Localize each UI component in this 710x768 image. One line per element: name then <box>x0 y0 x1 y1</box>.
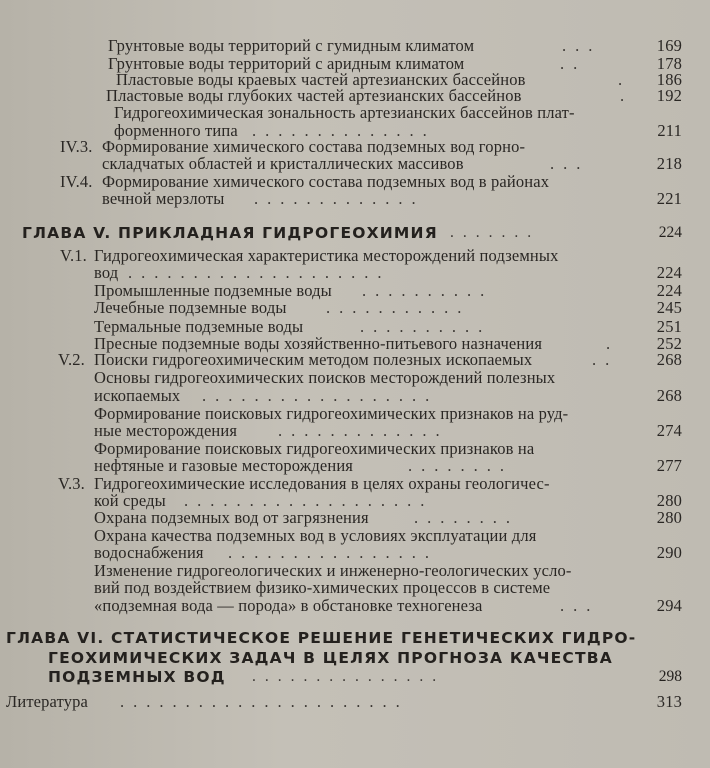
dot-leader: .............. <box>252 121 436 140</box>
entry-title: Изменение гидрогеологических и инженерно-геологических усло- <box>94 561 572 580</box>
dot-leader: ... <box>560 596 600 615</box>
dot-leader: . <box>606 334 620 353</box>
entry-title: Формирование химического состава подземных вод горно- <box>102 137 526 156</box>
entry-page: 280 <box>656 508 682 527</box>
entry-title: Гидрогеохимические исследования в целях охраны геологичес- <box>94 474 550 493</box>
chapter-title: ГЛАВА V. ПРИКЛАДНАЯ ГИДРОГЕОХИМИЯ <box>22 224 438 242</box>
entry-title: нефтяные и газовые месторождения <box>94 456 354 475</box>
entry-title: вий под воздействием физико-химических процессов в системе <box>94 578 551 597</box>
entry-title: Грунтовые воды территорий с аридным климатом <box>108 54 465 73</box>
entry-title: форменного типа <box>114 121 238 140</box>
dot-leader: ............... <box>252 668 446 685</box>
entry-title: Пластовые воды краевых частей артезианских бассейнов <box>116 70 526 89</box>
dot-leader: ........ <box>414 508 519 527</box>
dot-leader: ............. <box>278 421 449 440</box>
entry-page: 245 <box>656 298 682 317</box>
entry-page: 178 <box>656 54 682 73</box>
section-number: V.3. <box>58 474 85 493</box>
dot-leader: .......... <box>360 317 492 336</box>
entry-page: 221 <box>656 189 682 208</box>
entry-title: Формирование поисковых гидрогеохимических признаков на руд- <box>94 404 569 423</box>
entry-page: 211 <box>657 121 682 140</box>
dot-leader: . <box>620 86 634 105</box>
dot-leader: ........... <box>326 298 471 317</box>
entry-page: 294 <box>656 596 682 615</box>
entry-page: 313 <box>656 692 682 711</box>
dot-leader: .................. <box>202 386 439 405</box>
entry-page: 290 <box>656 543 682 562</box>
dot-leader: .................... <box>128 263 391 282</box>
entry-title: водоснабжения <box>94 543 204 562</box>
entry-page: 224 <box>656 281 682 300</box>
dot-leader: ...................... <box>120 692 409 711</box>
entry-title: Основы гидрогеохимических поисков месторождений полезных <box>94 368 556 387</box>
entry-title: Литература <box>6 692 89 711</box>
entry-page: 268 <box>656 386 682 405</box>
entry-page: 186 <box>656 70 682 89</box>
dot-leader: ................ <box>228 543 438 562</box>
section-number: V.2. <box>58 350 85 369</box>
entry-title: вод <box>94 263 119 282</box>
entry-title: Охрана подземных вод от загрязнения <box>94 508 369 527</box>
chapter-title: ГЛАВА VI. СТАТИСТИЧЕСКОЕ РЕШЕНИЕ ГЕНЕТИЧЕСКИХ ГИДРО- <box>6 629 637 647</box>
entry-title: ные месторождения <box>94 421 238 440</box>
entry-page: 274 <box>656 421 682 440</box>
entry-title: кой среды <box>94 491 166 510</box>
entry-title: Поиски гидрогеохимическим методом полезных ископаемых <box>94 350 533 369</box>
dot-leader: ... <box>562 36 602 55</box>
dot-leader: ............. <box>254 189 425 208</box>
entry-page: 298 <box>658 668 682 685</box>
section-number: V.1. <box>60 246 87 265</box>
entry-title: Гидрогеохимическая зональность артезианских бассейнов плат- <box>114 103 575 122</box>
entry-page: 268 <box>656 350 682 369</box>
entry-page: 224 <box>658 224 682 241</box>
entry-title: Гидрогеохимическая характеристика месторождений подземных <box>94 246 559 265</box>
entry-title: «подземная вода — порода» в обстановке техногенеза <box>94 596 483 615</box>
entry-title: складчатых областей и кристаллических массивов <box>102 154 464 173</box>
entry-page: 169 <box>656 36 682 55</box>
entry-title: вечной мерзлоты <box>102 189 225 208</box>
entry-page: 224 <box>656 263 682 282</box>
dot-leader: . <box>618 70 632 89</box>
entry-title: Формирование химического состава подземных вод в районах <box>102 172 550 191</box>
dot-leader: ....... <box>450 224 541 241</box>
dot-leader: .. <box>592 350 619 369</box>
chapter-title: ПОДЗЕМНЫХ ВОД <box>48 668 226 686</box>
dot-leader: ... <box>550 154 590 173</box>
entry-page: 280 <box>656 491 682 510</box>
section-number: IV.4. <box>60 172 93 191</box>
entry-page: 252 <box>656 334 682 353</box>
entry-page: 251 <box>656 317 682 336</box>
entry-title: ископаемых <box>94 386 181 405</box>
dot-leader: ................... <box>184 491 434 510</box>
entry-title: Термальные подземные воды <box>94 317 304 336</box>
entry-title: Формирование поисковых гидрогеохимических признаков на <box>94 439 535 458</box>
entry-page: 218 <box>656 154 682 173</box>
entry-title: Промышленные подземные воды <box>94 281 332 300</box>
entry-page: 277 <box>656 456 682 475</box>
entry-title: Лечебные подземные воды <box>94 298 287 317</box>
entry-title: Охрана качества подземных вод в условиях эксплуатации для <box>94 526 537 545</box>
entry-title: Грунтовые воды территорий с гумидным климатом <box>108 36 475 55</box>
chapter-title: ГЕОХИМИЧЕСКИХ ЗАДАЧ В ЦЕЛЯХ ПРОГНОЗА КАЧЕСТВА <box>48 649 613 667</box>
entry-page: 192 <box>656 86 682 105</box>
dot-leader: .......... <box>362 281 494 300</box>
entry-title: Пресные подземные воды хозяйственно-питьевого назначения <box>94 334 543 353</box>
dot-leader: .. <box>560 54 587 73</box>
dot-leader: ........ <box>408 456 513 475</box>
entry-title: Пластовые воды глубоких частей артезианских бассейнов <box>106 86 522 105</box>
section-number: IV.3. <box>60 137 93 156</box>
